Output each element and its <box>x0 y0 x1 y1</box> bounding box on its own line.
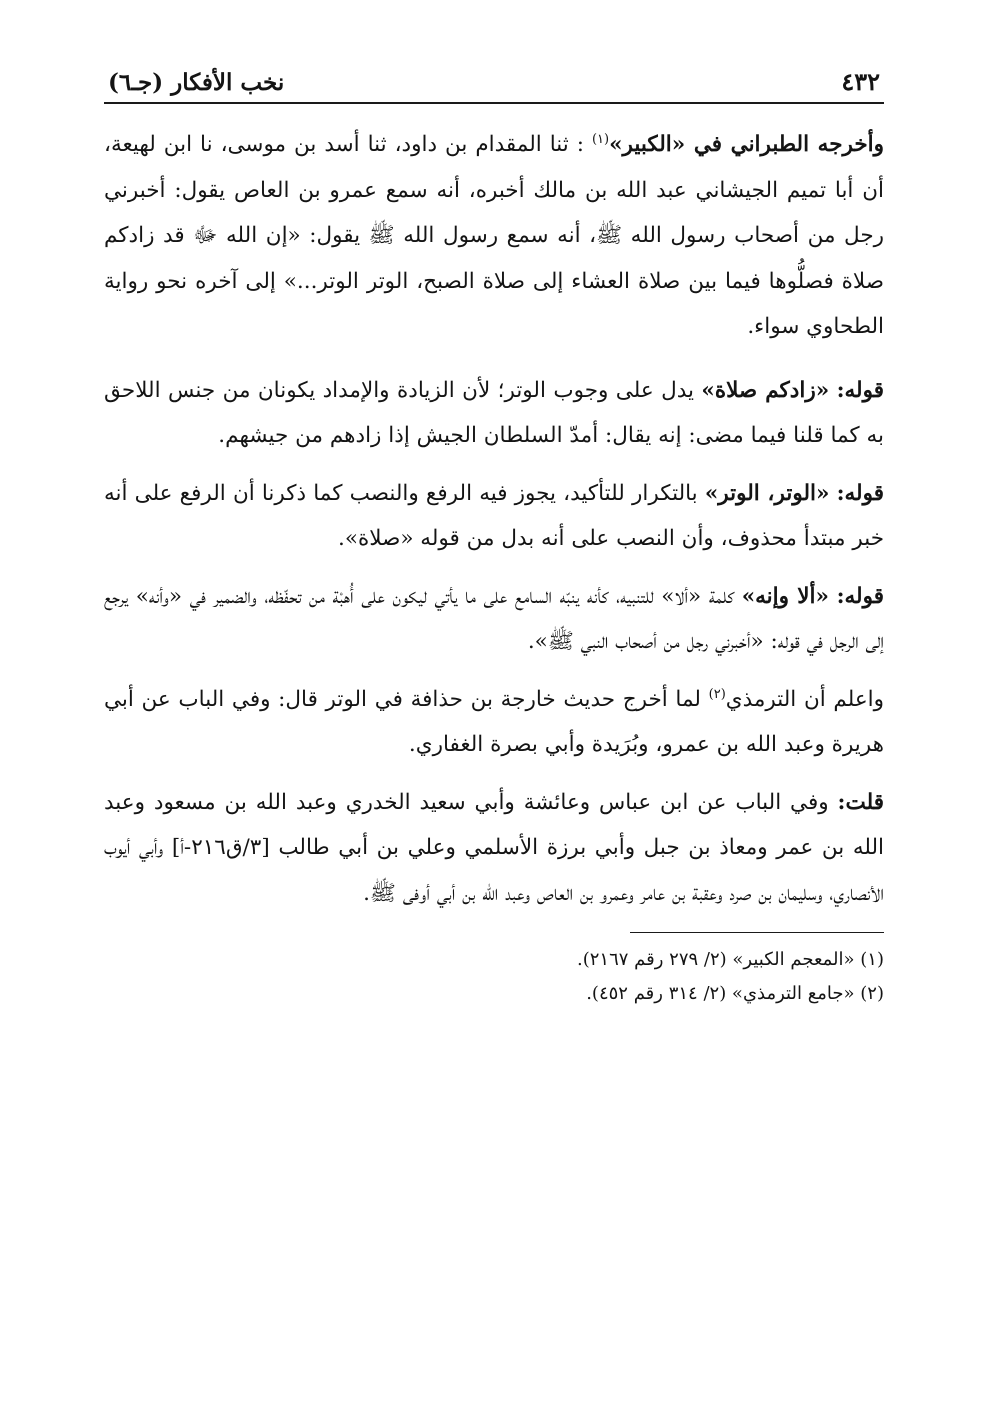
page-header <box>104 60 884 104</box>
paragraph-quote: «زادكم صلاة» <box>701 377 830 403</box>
paragraph-witr <box>104 471 884 562</box>
paragraph-text: بالتكرار للتأكيد، يجوز فيه الرفع والنصب كما ذكرنا أن الرفع على أنه خبر مبتدأ محذوف، وأن النصب على أنه بدل من قوله «صلاة». <box>104 480 884 551</box>
footnotes <box>104 943 884 1011</box>
paragraph-tabarani <box>104 122 884 350</box>
body-text <box>104 122 884 916</box>
book-page <box>104 60 884 1011</box>
footnote-mark: (١) <box>591 131 610 147</box>
paragraph-text: وفي الباب عن ابن عباس وعائشة وأبي سعيد الخدري وعبد الله بن مسعود وعبد الله بن عمر ومعاذ بن جبل وأبي برزة الأسلمي وعلي بن أبي طالب [٣/ق٢١٦-أ] وأبي أيوب الأنصاري، وسليمان بن صرد وعقبة بن عامر وعمرو بن العاص وعبد الله بن أبي أوفى ﷺ. <box>104 789 885 906</box>
paragraph-quote: «الوتر، الوتر» <box>704 480 830 506</box>
paragraph-quote: «ألا وإنه» <box>741 583 829 609</box>
paragraph-text: كلمة «ألا» للتنبيه، كأنه ينبّه السامع على ما يأتي ليكون على أُهبْة من تحفّظه، والضمير في «وأنه» يرجع إلى الرجل في قوله: «أخبرني رجل من أصحاب النبي ﷺ». <box>104 583 884 654</box>
paragraph-text: : ثنا المقدام بن داود، ثنا أسد بن موسى، نا ابن لهيعة، أن أبا تميم الجيشاني عبد الله بن مالك أخبره، أنه سمع عمرو بن العاص يقول: أخبرني رجل من أصحاب رسول الله ﷺ، أنه سمع رسول الله ﷺ يقول: «إن الله ﷻ قد زادكم صلاة فصلُّوها فيما بين صلاة العشاء إلى صلاة الصبح، الوتر الوتر...» إلى آخره نحو رواية الطحاوي سواء. <box>104 132 884 339</box>
footnote-2: (٢) «جامع الترمذي» (٢/ ٣١٤ رقم ٤٥٢). <box>586 983 884 1004</box>
paragraph-lead: قلت: <box>837 789 884 815</box>
paragraph-text: يدل على وجوب الوتر؛ لأن الزيادة والإمداد يكونان من جنس اللاحق به كما قلنا فيما مضى: إنه يقال: أمدّ السلطان الجيش إذا زادهم من جيشهم. <box>104 377 884 448</box>
footnote-separator <box>630 932 884 933</box>
paragraph-lead: قوله: <box>836 377 884 403</box>
paragraph-lead: قوله: <box>836 583 884 609</box>
paragraph-text-before: واعلم أن الترمذي <box>725 686 885 712</box>
paragraph-ala <box>104 574 884 665</box>
footnote-mark: (٢) <box>708 686 726 702</box>
paragraph-text: لما أخرج حديث خارجة بن حذافة في الوتر قال: وفي الباب عن أبي هريرة وعبد الله بن عمرو، وبُرَيدة وأبي بصرة الغفاري. <box>104 686 884 757</box>
paragraph-qultu <box>104 780 884 917</box>
paragraph-lead: وأخرجه الطبراني في «الكبير» <box>609 132 884 157</box>
paragraph-lead: قوله: <box>836 480 884 506</box>
page-number: ٤٣٢ <box>841 67 880 96</box>
footnote-1: (١) «المعجم الكبير» (٢/ ٢٧٩ رقم ٢١٦٧). <box>577 949 884 970</box>
running-title: نخب الأفكار (جـ٦) <box>108 69 285 96</box>
paragraph-zadakum <box>104 368 884 459</box>
paragraph-tirmidhi <box>104 677 884 768</box>
